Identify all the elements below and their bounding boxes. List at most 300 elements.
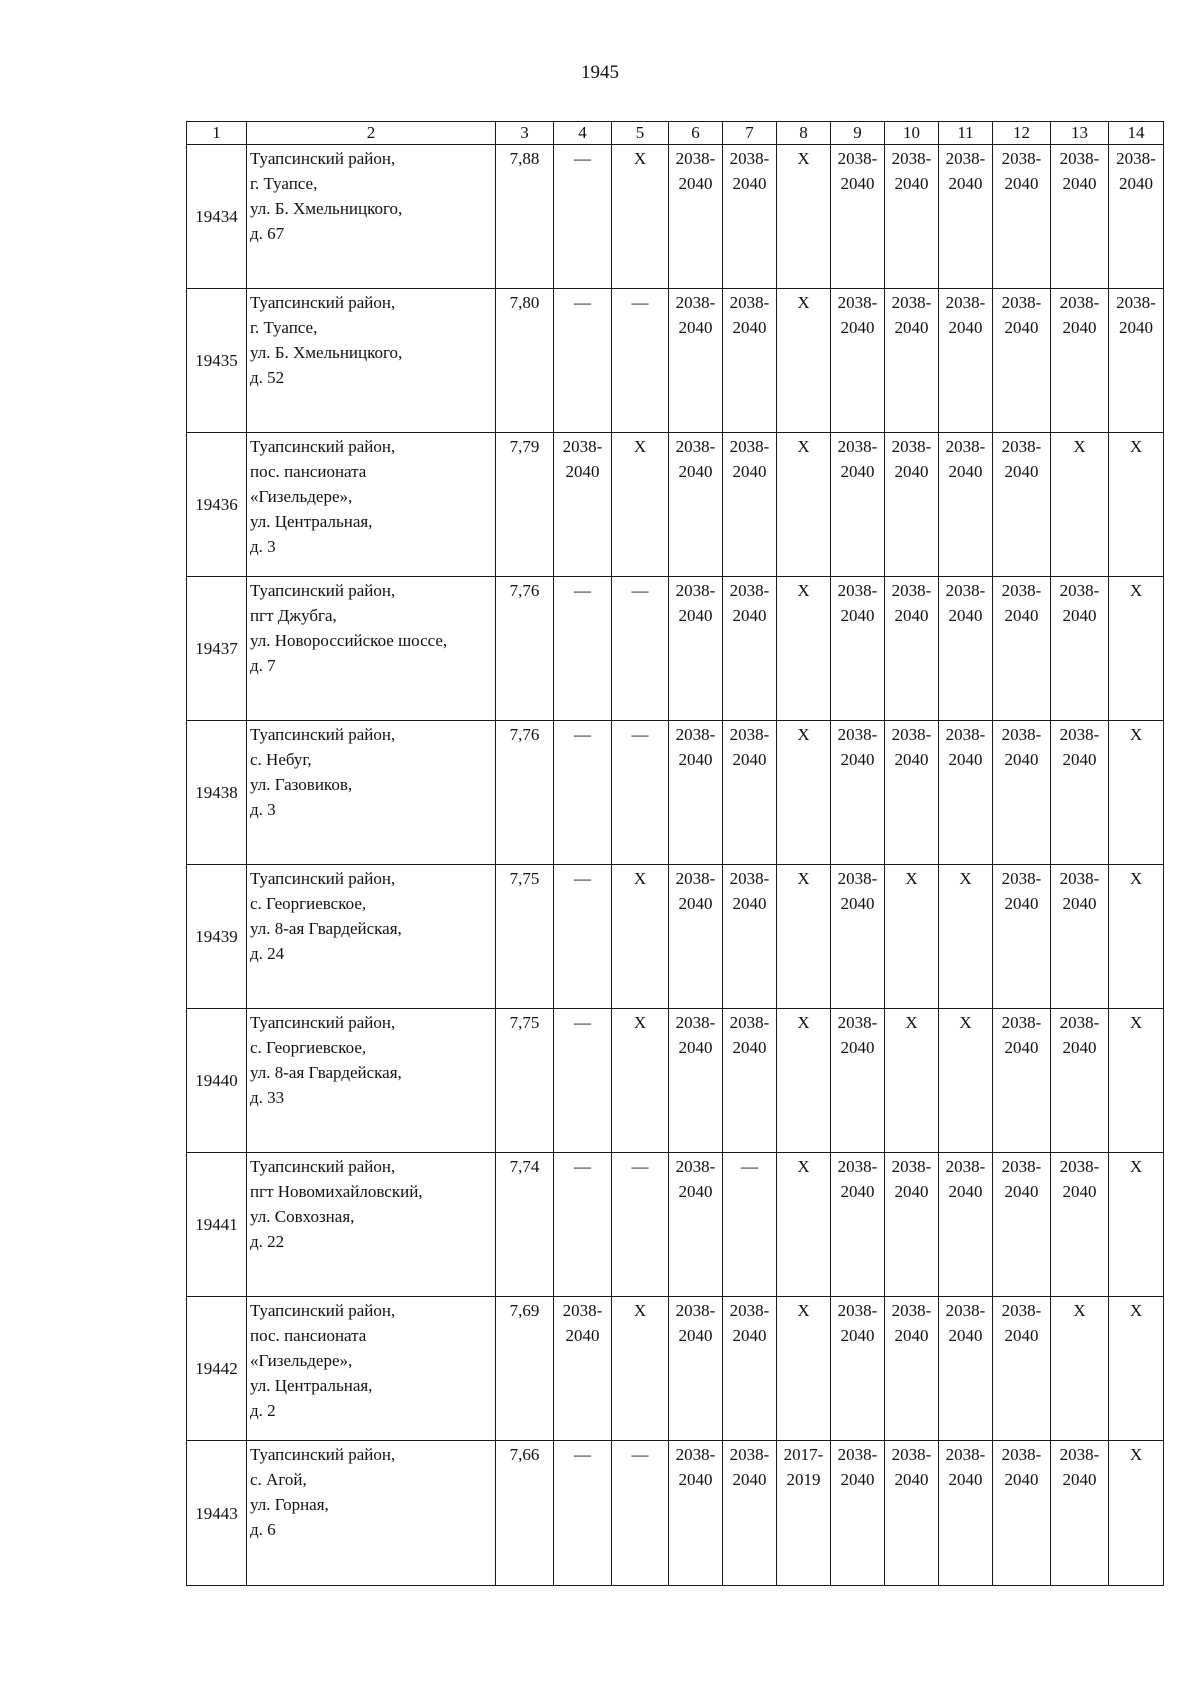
value-cell xyxy=(939,1297,993,1441)
year-range-end: 2040 xyxy=(840,1470,875,1489)
value-cell xyxy=(993,1009,1051,1153)
address-line: д. 24 xyxy=(250,944,285,963)
year-range-end: 2040 xyxy=(732,1470,767,1489)
record-number: 19435 xyxy=(187,289,247,433)
value-cell xyxy=(1109,289,1164,433)
year-range-end: 2040 xyxy=(732,894,767,913)
year-range-end: 2040 xyxy=(948,318,983,337)
value-cell xyxy=(723,721,777,865)
value-cell: 7,80 xyxy=(496,289,554,433)
value-cell xyxy=(885,289,939,433)
year-range-end: 2040 xyxy=(1062,1470,1097,1489)
year-range-end: 2040 xyxy=(948,606,983,625)
year-range-start: 2038- xyxy=(1001,1445,1042,1464)
address-line: Туапсинский район, xyxy=(250,1157,396,1176)
value-cell xyxy=(723,577,777,721)
address-line: ул. Новороссийское шоссе, xyxy=(250,631,448,650)
value-cell: — xyxy=(554,1153,612,1297)
value-cell: 7,75 xyxy=(496,865,554,1009)
value-cell: X xyxy=(612,865,669,1009)
value-cell xyxy=(1051,1009,1109,1153)
year-range-start: 2038- xyxy=(945,581,986,600)
year-range-start: 2038- xyxy=(1001,293,1042,312)
value-cell xyxy=(723,1009,777,1153)
year-range-end: 2040 xyxy=(565,1326,600,1345)
year-range-end: 2040 xyxy=(678,750,713,769)
table-row xyxy=(187,1297,1164,1441)
value-cell xyxy=(993,1297,1051,1441)
address-line: Туапсинский район, xyxy=(250,869,396,888)
year-range-start: 2038- xyxy=(945,725,986,744)
value-cell: X xyxy=(777,721,831,865)
value-cell: X xyxy=(1109,1009,1164,1153)
value-cell: X xyxy=(1109,577,1164,721)
year-range-start: 2038- xyxy=(837,869,878,888)
year-range-end: 2040 xyxy=(894,318,929,337)
year-range-end: 2040 xyxy=(894,462,929,481)
address-line: Туапсинский район, xyxy=(250,1445,396,1464)
address-line: ул. Б. Хмельницкого, xyxy=(250,343,403,362)
year-range-end: 2040 xyxy=(1004,174,1039,193)
address-cell xyxy=(247,577,496,721)
table-row xyxy=(187,145,1164,289)
year-range-end: 2040 xyxy=(732,174,767,193)
value-cell xyxy=(885,145,939,289)
year-range-start: 2038- xyxy=(1001,1157,1042,1176)
value-cell xyxy=(939,289,993,433)
year-range-start: 2038- xyxy=(562,437,603,456)
address-line: д. 2 xyxy=(250,1401,276,1420)
value-cell xyxy=(554,1297,612,1441)
value-cell xyxy=(669,145,723,289)
value-cell xyxy=(885,1153,939,1297)
year-range-end: 2040 xyxy=(840,1326,875,1345)
value-cell: X xyxy=(1109,865,1164,1009)
value-cell: — xyxy=(554,721,612,865)
year-range-end: 2040 xyxy=(894,1182,929,1201)
year-range-start: 2038- xyxy=(675,149,716,168)
year-range-end: 2040 xyxy=(948,462,983,481)
table-row xyxy=(187,289,1164,433)
value-cell: — xyxy=(554,1441,612,1586)
value-cell xyxy=(993,721,1051,865)
address-line: г. Туапсе, xyxy=(250,174,318,193)
year-range-start: 2038- xyxy=(729,1445,770,1464)
value-cell: — xyxy=(612,1441,669,1586)
address-line: д. 6 xyxy=(250,1520,276,1539)
address-line: ул. 8-ая Гвардейская, xyxy=(250,919,402,938)
value-cell xyxy=(831,433,885,577)
value-cell xyxy=(831,1153,885,1297)
value-cell: X xyxy=(777,289,831,433)
column-header: 1 xyxy=(187,122,247,145)
value-cell: X xyxy=(777,433,831,577)
year-range-start: 2038- xyxy=(675,1301,716,1320)
address-cell xyxy=(247,433,496,577)
column-header: 7 xyxy=(723,122,777,145)
year-range-start: 2038- xyxy=(945,293,986,312)
address-line: ул. Центральная, xyxy=(250,512,373,531)
record-number: 19437 xyxy=(187,577,247,721)
value-cell xyxy=(993,145,1051,289)
value-cell: X xyxy=(777,1297,831,1441)
year-range-start: 2038- xyxy=(1059,581,1100,600)
record-number: 19439 xyxy=(187,865,247,1009)
address-line: пгт Джубга, xyxy=(250,606,337,625)
year-range-end: 2040 xyxy=(1004,1470,1039,1489)
value-cell: — xyxy=(554,865,612,1009)
year-range-start: 2038- xyxy=(891,293,932,312)
year-range-start: 2038- xyxy=(1001,1301,1042,1320)
year-range-start: 2038- xyxy=(945,149,986,168)
year-range-start: 2038- xyxy=(675,293,716,312)
value-cell xyxy=(831,865,885,1009)
address-line: д. 22 xyxy=(250,1232,285,1251)
value-cell xyxy=(993,433,1051,577)
value-cell xyxy=(669,1153,723,1297)
address-line: Туапсинский район, xyxy=(250,1301,396,1320)
year-range-end: 2040 xyxy=(894,1470,929,1489)
table-body xyxy=(187,145,1164,1586)
year-range-end: 2040 xyxy=(1062,606,1097,625)
year-range-end: 2040 xyxy=(948,1326,983,1345)
address-line: пос. пансионата xyxy=(250,462,367,481)
year-range-end: 2040 xyxy=(894,1326,929,1345)
year-range-start: 2038- xyxy=(675,437,716,456)
value-cell: X xyxy=(1109,1153,1164,1297)
value-cell: — xyxy=(554,145,612,289)
year-range-start: 2038- xyxy=(675,1157,716,1176)
register-table xyxy=(186,121,1164,1586)
year-range-start: 2038- xyxy=(837,1157,878,1176)
year-range-start: 2038- xyxy=(891,1445,932,1464)
year-range-end: 2040 xyxy=(678,174,713,193)
value-cell: X xyxy=(939,865,993,1009)
column-header: 14 xyxy=(1109,122,1164,145)
year-range-end: 2040 xyxy=(1004,462,1039,481)
address-line: пос. пансионата xyxy=(250,1326,367,1345)
address-line: пгт Новомихайловский, xyxy=(250,1182,423,1201)
year-range-start: 2038- xyxy=(1059,149,1100,168)
year-range-end: 2040 xyxy=(840,750,875,769)
value-cell xyxy=(1051,577,1109,721)
value-cell: X xyxy=(1109,1441,1164,1586)
year-range-start: 2038- xyxy=(945,1157,986,1176)
year-range-start: 2038- xyxy=(891,1301,932,1320)
header-row xyxy=(187,122,1164,145)
year-range-start: 2038- xyxy=(729,725,770,744)
value-cell: — xyxy=(612,721,669,865)
record-number: 19442 xyxy=(187,1297,247,1441)
year-range-start: 2038- xyxy=(891,149,932,168)
table-row xyxy=(187,577,1164,721)
year-range-start: 2038- xyxy=(729,1013,770,1032)
year-range-start: 2038- xyxy=(675,869,716,888)
year-range-end: 2040 xyxy=(840,894,875,913)
year-range-start: 2038- xyxy=(1059,1445,1100,1464)
year-range-start: 2038- xyxy=(837,1013,878,1032)
table-row xyxy=(187,1441,1164,1586)
value-cell xyxy=(669,433,723,577)
year-range-start: 2038- xyxy=(945,1301,986,1320)
year-range-end: 2040 xyxy=(1004,1182,1039,1201)
year-range-start: 2038- xyxy=(1059,869,1100,888)
year-range-end: 2040 xyxy=(1062,894,1097,913)
year-range-start: 2038- xyxy=(562,1301,603,1320)
year-range-start: 2017- xyxy=(783,1445,824,1464)
value-cell xyxy=(723,289,777,433)
year-range-start: 2038- xyxy=(1059,1157,1100,1176)
value-cell: — xyxy=(612,577,669,721)
year-range-end: 2040 xyxy=(678,462,713,481)
year-range-start: 2038- xyxy=(729,149,770,168)
record-number: 19434 xyxy=(187,145,247,289)
column-header: 9 xyxy=(831,122,885,145)
value-cell: X xyxy=(885,865,939,1009)
year-range-start: 2038- xyxy=(675,725,716,744)
year-range-start: 2038- xyxy=(837,437,878,456)
value-cell xyxy=(723,145,777,289)
address-line: ул. Центральная, xyxy=(250,1376,373,1395)
value-cell xyxy=(885,1441,939,1586)
table-row xyxy=(187,433,1164,577)
table-row xyxy=(187,865,1164,1009)
value-cell xyxy=(669,865,723,1009)
year-range-end: 2040 xyxy=(732,606,767,625)
value-cell xyxy=(993,289,1051,433)
year-range-end: 2040 xyxy=(840,1182,875,1201)
year-range-start: 2038- xyxy=(729,869,770,888)
year-range-end: 2040 xyxy=(678,606,713,625)
address-line: д. 3 xyxy=(250,537,276,556)
address-line: Туапсинский район, xyxy=(250,581,396,600)
year-range-start: 2038- xyxy=(837,581,878,600)
year-range-end: 2040 xyxy=(840,1038,875,1057)
value-cell xyxy=(939,1153,993,1297)
year-range-end: 2040 xyxy=(678,318,713,337)
address-line: с. Георгиевское, xyxy=(250,894,367,913)
value-cell: X xyxy=(1051,1297,1109,1441)
column-header: 10 xyxy=(885,122,939,145)
address-line: д. 52 xyxy=(250,368,285,387)
value-cell: 7,88 xyxy=(496,145,554,289)
year-range-start: 2038- xyxy=(1059,725,1100,744)
value-cell xyxy=(939,1441,993,1586)
year-range-end: 2040 xyxy=(948,1182,983,1201)
address-line: «Гизельдере», xyxy=(250,1351,353,1370)
value-cell xyxy=(993,1441,1051,1586)
year-range-end: 2040 xyxy=(1119,174,1153,193)
value-cell: X xyxy=(612,1297,669,1441)
value-cell xyxy=(831,1009,885,1153)
year-range-start: 2038- xyxy=(945,437,986,456)
year-range-end: 2040 xyxy=(840,318,875,337)
year-range-start: 2038- xyxy=(1059,1013,1100,1032)
year-range-end: 2040 xyxy=(1004,750,1039,769)
year-range-start: 2038- xyxy=(1001,1013,1042,1032)
year-range-end: 2040 xyxy=(1062,318,1097,337)
year-range-start: 2038- xyxy=(1116,293,1156,312)
table-row xyxy=(187,721,1164,865)
year-range-end: 2040 xyxy=(732,750,767,769)
column-header: 2 xyxy=(247,122,496,145)
address-line: с. Георгиевское, xyxy=(250,1038,367,1057)
address-line: д. 7 xyxy=(250,656,276,675)
value-cell: X xyxy=(777,1153,831,1297)
year-range-start: 2038- xyxy=(891,1157,932,1176)
value-cell xyxy=(939,577,993,721)
table-row xyxy=(187,1153,1164,1297)
year-range-end: 2040 xyxy=(1004,1038,1039,1057)
value-cell xyxy=(1109,145,1164,289)
year-range-start: 2038- xyxy=(1059,293,1100,312)
address-line: с. Агой, xyxy=(250,1470,307,1489)
year-range-start: 2038- xyxy=(729,293,770,312)
address-line: Туапсинский район, xyxy=(250,437,396,456)
value-cell xyxy=(831,577,885,721)
value-cell xyxy=(939,433,993,577)
value-cell: — xyxy=(723,1153,777,1297)
value-cell: X xyxy=(612,433,669,577)
address-cell xyxy=(247,145,496,289)
year-range-start: 2038- xyxy=(729,581,770,600)
value-cell xyxy=(831,1297,885,1441)
value-cell: X xyxy=(777,145,831,289)
address-line: Туапсинский район, xyxy=(250,149,396,168)
column-header: 12 xyxy=(993,122,1051,145)
value-cell xyxy=(885,433,939,577)
value-cell xyxy=(1051,1153,1109,1297)
address-line: ул. Газовиков, xyxy=(250,775,353,794)
value-cell xyxy=(1051,721,1109,865)
value-cell xyxy=(669,1441,723,1586)
year-range-start: 2038- xyxy=(837,725,878,744)
year-range-start: 2038- xyxy=(675,1445,716,1464)
year-range-end: 2040 xyxy=(678,1470,713,1489)
column-header: 8 xyxy=(777,122,831,145)
table-row xyxy=(187,1009,1164,1153)
record-number: 19440 xyxy=(187,1009,247,1153)
year-range-end: 2040 xyxy=(678,1182,713,1201)
record-number: 19441 xyxy=(187,1153,247,1297)
year-range-end: 2040 xyxy=(678,894,713,913)
value-cell xyxy=(723,1441,777,1586)
value-cell xyxy=(723,1297,777,1441)
year-range-end: 2040 xyxy=(1062,750,1097,769)
value-cell: — xyxy=(554,1009,612,1153)
year-range-end: 2040 xyxy=(840,606,875,625)
year-range-end: 2040 xyxy=(840,174,875,193)
value-cell: X xyxy=(612,145,669,289)
year-range-end: 2040 xyxy=(678,1326,713,1345)
value-cell xyxy=(669,289,723,433)
address-cell xyxy=(247,721,496,865)
value-cell xyxy=(554,433,612,577)
value-cell xyxy=(831,289,885,433)
value-cell: 7,66 xyxy=(496,1441,554,1586)
value-cell: — xyxy=(612,1153,669,1297)
value-cell: X xyxy=(1109,721,1164,865)
year-range-end: 2040 xyxy=(948,750,983,769)
record-number: 19438 xyxy=(187,721,247,865)
address-line: Туапсинский район, xyxy=(250,725,396,744)
value-cell: X xyxy=(939,1009,993,1153)
address-line: ул. Горная, xyxy=(250,1495,329,1514)
value-cell xyxy=(831,145,885,289)
value-cell: — xyxy=(554,577,612,721)
value-cell xyxy=(885,721,939,865)
value-cell: X xyxy=(777,865,831,1009)
address-cell xyxy=(247,1153,496,1297)
year-range-start: 2038- xyxy=(837,149,878,168)
year-range-end: 2040 xyxy=(948,174,983,193)
value-cell xyxy=(723,865,777,1009)
year-range-start: 2038- xyxy=(729,437,770,456)
address-line: г. Туапсе, xyxy=(250,318,318,337)
year-range-end: 2040 xyxy=(565,462,600,481)
year-range-start: 2038- xyxy=(1001,869,1042,888)
address-cell xyxy=(247,289,496,433)
address-line: д. 3 xyxy=(250,800,276,819)
address-cell xyxy=(247,865,496,1009)
record-number: 19436 xyxy=(187,433,247,577)
year-range-end: 2040 xyxy=(1062,1182,1097,1201)
year-range-start: 2038- xyxy=(837,1301,878,1320)
value-cell: 7,76 xyxy=(496,577,554,721)
year-range-start: 2038- xyxy=(729,1301,770,1320)
year-range-end: 2040 xyxy=(948,1470,983,1489)
column-header: 4 xyxy=(554,122,612,145)
value-cell: — xyxy=(612,289,669,433)
year-range-end: 2040 xyxy=(732,1326,767,1345)
page-number: 1945 xyxy=(581,62,619,83)
address-line: д. 33 xyxy=(250,1088,285,1107)
address-cell xyxy=(247,1297,496,1441)
value-cell xyxy=(723,433,777,577)
value-cell: — xyxy=(554,289,612,433)
value-cell: X xyxy=(1109,1297,1164,1441)
year-range-end: 2040 xyxy=(732,462,767,481)
value-cell xyxy=(993,865,1051,1009)
value-cell xyxy=(939,721,993,865)
value-cell: 7,75 xyxy=(496,1009,554,1153)
year-range-end: 2040 xyxy=(1004,318,1039,337)
year-range-start: 2038- xyxy=(1116,149,1156,168)
value-cell xyxy=(1051,1441,1109,1586)
year-range-start: 2038- xyxy=(675,1013,716,1032)
year-range-end: 2040 xyxy=(1062,174,1097,193)
value-cell: 7,76 xyxy=(496,721,554,865)
value-cell xyxy=(831,1441,885,1586)
year-range-end: 2040 xyxy=(1004,606,1039,625)
value-cell xyxy=(885,1297,939,1441)
year-range-start: 2038- xyxy=(1001,437,1042,456)
year-range-end: 2040 xyxy=(1004,894,1039,913)
column-header: 11 xyxy=(939,122,993,145)
year-range-end: 2040 xyxy=(1062,1038,1097,1057)
column-header: 6 xyxy=(669,122,723,145)
value-cell xyxy=(1051,145,1109,289)
year-range-start: 2038- xyxy=(891,581,932,600)
address-line: Туапсинский район, xyxy=(250,293,396,312)
address-line: «Гизельдере», xyxy=(250,487,353,506)
value-cell xyxy=(1051,865,1109,1009)
year-range-end: 2040 xyxy=(732,318,767,337)
value-cell xyxy=(669,577,723,721)
value-cell xyxy=(993,1153,1051,1297)
year-range-start: 2038- xyxy=(891,725,932,744)
year-range-end: 2040 xyxy=(732,1038,767,1057)
